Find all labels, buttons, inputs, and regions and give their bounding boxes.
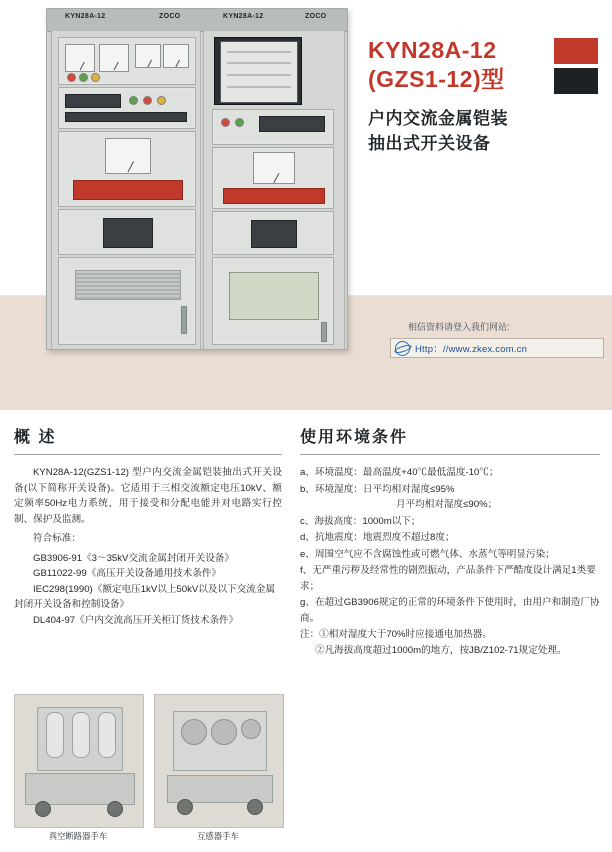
list-item — [300, 482, 600, 513]
breaker-pole — [98, 712, 116, 758]
breaker-pole — [72, 712, 90, 758]
transformer-wheel — [177, 799, 193, 815]
instrument-panel — [58, 37, 196, 85]
product-subtitle-line1: 户内交流金属铠装 — [368, 108, 508, 128]
note-line: ②凡海拔高度超过1000m的地方，按JB/Z102-71规定处理。 — [315, 644, 567, 656]
relay-display — [220, 41, 298, 102]
product-model-line1: KYN28A-12 — [368, 37, 497, 63]
standard-item: IEC298(1990)《额定电压1kV以上50kV以及以下交流金属封闭开关设备和控制设备》 — [14, 583, 276, 611]
warning-strip — [223, 188, 325, 204]
cabinet-door-mid-right — [212, 211, 334, 255]
website-note: 相信资料请登入我们网站: — [408, 322, 510, 332]
list-item — [300, 547, 600, 563]
breaker-pole — [46, 712, 64, 758]
color-swatch-red — [554, 38, 598, 64]
cabinet-door-lower-right — [212, 257, 334, 345]
transformer-truck-image — [154, 694, 284, 828]
product-title-block — [368, 36, 598, 156]
transformer-wheel — [247, 799, 263, 815]
overview-section — [14, 424, 282, 628]
indicator-lamp — [235, 118, 244, 127]
cable-compartment-window — [229, 272, 319, 320]
item-text: 环境湿度：日平均相对湿度≤95% — [314, 483, 455, 495]
cabinet-door-upper — [58, 131, 196, 207]
panel-meter — [105, 138, 151, 174]
indicator-lamp — [67, 73, 76, 82]
indicator-lamp — [79, 73, 88, 82]
display-strip — [65, 112, 187, 122]
indicator-lamp — [129, 96, 138, 105]
list-item — [300, 563, 600, 594]
analog-meter — [99, 44, 129, 72]
standards-label: 符合标准： — [33, 533, 81, 545]
indicator-lamp — [157, 96, 166, 105]
cabinet-label-4: ZOCO — [305, 13, 327, 20]
overview-heading: 概 述 — [14, 429, 57, 446]
door-handle — [321, 322, 327, 342]
list-item — [300, 530, 600, 546]
cabinet-label-3: KYN28A-12 — [223, 13, 264, 20]
standard-item: GB11022-99《高压开关设备通用技术条件》 — [33, 568, 222, 580]
photo-caption: 真空断路器手车 — [48, 831, 108, 841]
protection-relay — [214, 37, 302, 105]
door-handle — [181, 306, 187, 334]
analog-meter — [65, 44, 95, 72]
item-text: 环境温度：最高温度+40℃最低温度-10℃； — [314, 467, 499, 478]
item-marker: f、 — [300, 565, 313, 577]
standard-item: GB3906-91《3～35kV交流金属封闭开关设备》 — [33, 552, 234, 564]
mechanism-window — [251, 220, 297, 248]
cabinet-door-lower — [58, 257, 196, 345]
overview-divider — [14, 454, 282, 455]
item-text: 无严重污秽及经常性的剧烈振动，产品条件下严酷度设计满足1类要求； — [300, 565, 596, 592]
analog-meter — [135, 44, 161, 68]
ventilation-louver — [75, 270, 181, 300]
analog-meter — [163, 44, 189, 68]
control-panel — [58, 87, 196, 129]
indicator-lamp — [221, 118, 230, 127]
hero-banner — [0, 0, 612, 410]
item-marker: b、 — [300, 483, 315, 495]
website-url[interactable]: Http：//www.zkex.com.cn — [415, 344, 528, 355]
control-panel-right — [212, 109, 334, 145]
indicator-lamp — [91, 73, 100, 82]
transformer-coil — [241, 719, 261, 739]
item-marker: a、 — [300, 467, 315, 478]
display-strip — [65, 94, 121, 108]
breaker-wheel — [107, 801, 123, 817]
breaker-body — [37, 707, 123, 771]
item-marker: e、 — [300, 548, 315, 560]
item-marker: c、 — [300, 515, 315, 527]
cabinet-label-1: KYN28A-12 — [65, 13, 106, 20]
product-subtitle-line2: 抽出式开关设备 — [368, 133, 491, 153]
item-text: 在超过GB3906规定的正常的环境条件下使用时，由用户和制造厂协商。 — [300, 597, 600, 624]
item-text: 海拔高度：1000m以下； — [314, 515, 421, 527]
environment-heading: 使用环境条件 — [300, 429, 409, 446]
transformer-coil — [211, 719, 237, 745]
photo-caption: 互感器手车 — [197, 831, 239, 841]
overview-paragraph: KYN28A-12(GZS1-12) 型户内交流金属铠装抽出式开关设备(以下简称开关设备)。它适用于三相交流额定电压10kV、额定频率50Hz电力系统，用于接受和分配电能并对电路实行控制、保护及监测。 — [14, 467, 282, 525]
product-photos — [14, 694, 286, 844]
warning-strip — [73, 180, 183, 200]
item-marker: d、 — [300, 532, 315, 544]
indicator-lamp — [143, 96, 152, 105]
product-model-line2: (GZS1-12)型 — [368, 66, 505, 93]
cabinet-column-right — [203, 31, 345, 349]
list-item — [300, 465, 600, 481]
breaker-wheel — [35, 801, 51, 817]
item-marker: g、 — [300, 597, 315, 609]
panel-meter — [253, 152, 295, 184]
website-bar[interactable] — [390, 338, 604, 358]
transformer-coil — [181, 719, 207, 745]
cabinet-label-2: ZOCO — [159, 13, 181, 20]
vacuum-circuit-breaker-truck-image — [14, 694, 144, 828]
environment-divider — [300, 454, 600, 455]
item-text: 抗地震度：地震烈度不超过8度； — [314, 532, 455, 544]
note-line: 注：①相对湿度大于70%时应接通电加热器。 — [300, 629, 492, 641]
cabinet-column-left — [51, 31, 201, 349]
item-text: 周围空气应不含腐蚀性或可燃气体、水蒸气等明显污染； — [314, 548, 555, 560]
cabinet-door-mid — [58, 209, 196, 255]
environment-section — [300, 424, 600, 658]
internet-explorer-icon — [395, 341, 410, 356]
list-item — [300, 514, 600, 530]
display-strip — [259, 116, 325, 132]
standard-item: DL404-97《户内交流高压开关柜订货技术条件》 — [33, 614, 239, 626]
cabinet-door-upper-right — [212, 147, 334, 209]
switchgear-cabinet-image — [46, 8, 348, 350]
item-continuation: 月平均相对湿度≤90%； — [396, 499, 498, 511]
list-item — [300, 595, 600, 626]
mechanism-window — [103, 218, 153, 248]
color-swatch-black — [554, 68, 598, 94]
